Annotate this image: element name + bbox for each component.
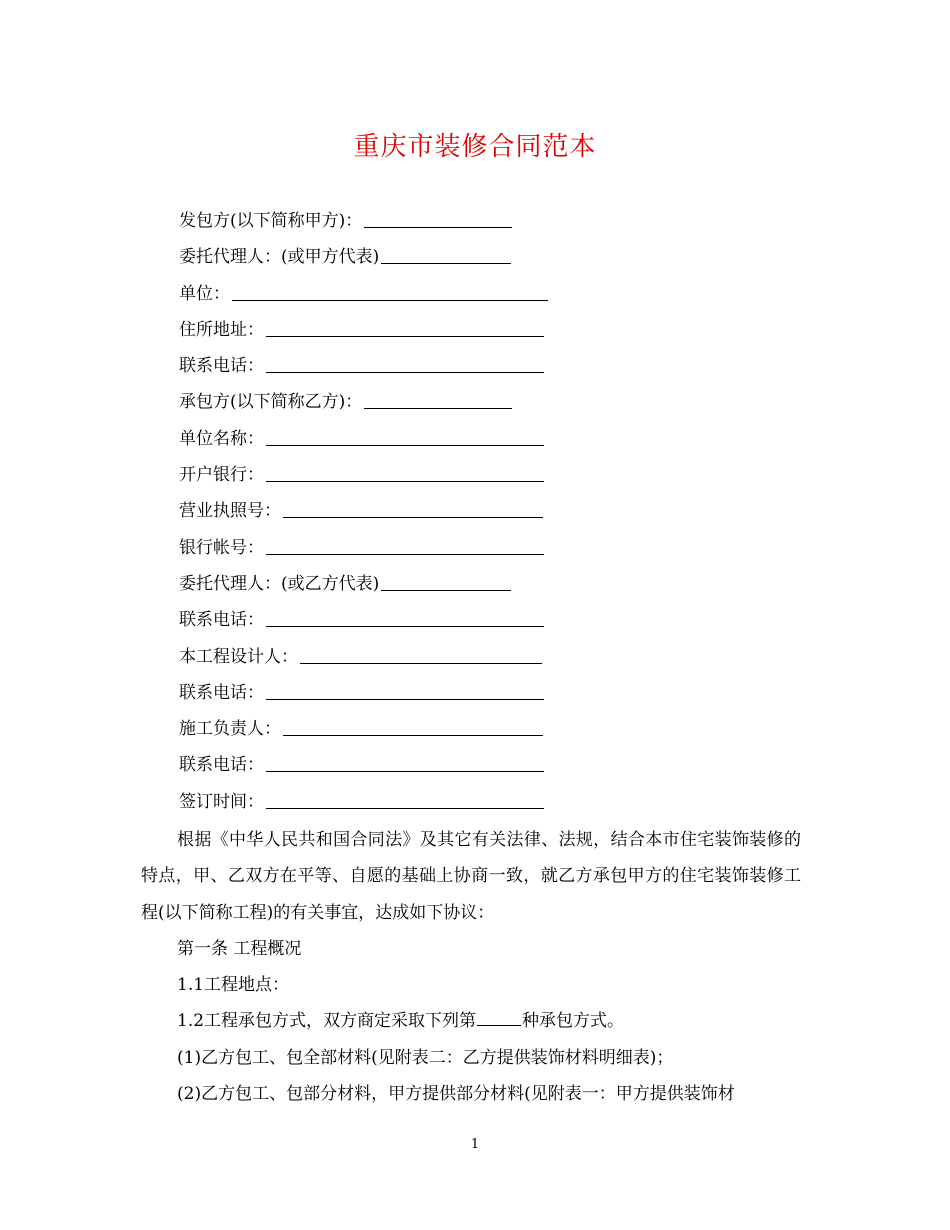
contractor-agent-blank[interactable] (381, 571, 511, 591)
field-row-signing-date (179, 789, 799, 825)
article-1-heading: 第一条 工程概况 (177, 938, 302, 959)
field-row-employer-address (179, 317, 799, 353)
field-row-employer (179, 208, 799, 244)
contractor-label: 承包方(以下简称乙方)： (179, 392, 363, 413)
designer-phone-blank[interactable] (266, 680, 544, 700)
contractor-bank-label: 开户银行： (179, 465, 264, 486)
option-1: (1)乙方包工、包全部材料(见附表二：乙方提供装饰材料明细表)； (177, 1047, 674, 1068)
contractor-unit-name-label: 单位名称： (179, 428, 264, 449)
contract-mode-blank[interactable] (477, 1005, 521, 1026)
employer-agent-blank[interactable] (381, 244, 511, 264)
clause-1-2-text-after: 种承包方式。 (522, 1011, 625, 1032)
employer-unit-label: 单位： (179, 283, 230, 304)
contractor-license-label: 营业执照号： (179, 501, 281, 522)
field-row-employer-agent (179, 244, 799, 280)
contractor-blank[interactable] (364, 389, 512, 409)
employer-address-blank[interactable] (266, 317, 544, 337)
employer-address-label: 住所地址： (179, 319, 264, 340)
field-row-contractor (179, 389, 799, 425)
employer-label: 发包方(以下简称甲方)： (179, 211, 363, 231)
contractor-account-label: 银行帐号： (179, 537, 264, 558)
signing-date-blank[interactable] (266, 789, 544, 809)
designer-blank[interactable] (300, 644, 542, 664)
contractor-account-blank[interactable] (266, 535, 544, 555)
preamble-paragraph: 根据《中华人民共和国合同法》及其它有关法律、法规，结合本市住宅装饰装修的特点，甲、乙双方在平等、自愿的基础上协商一致，就乙方承包甲方的住宅装饰装修工程(以下简称工程)的有关事宜，达成如下协议： (141, 830, 801, 923)
clause-1-2-text-before: 1.2工程承包方式，双方商定采取下列第 (177, 1011, 477, 1032)
party-info-fields (179, 208, 799, 825)
employer-phone-label: 联系电话： (179, 356, 264, 377)
field-row-contractor-unit-name (179, 426, 799, 462)
contractor-unit-name-blank[interactable] (266, 426, 544, 446)
field-row-contractor-bank (179, 462, 799, 498)
page-number: 1 (470, 1137, 480, 1152)
employer-blank[interactable] (364, 208, 512, 228)
field-row-site-manager-phone (179, 752, 799, 788)
contractor-phone-blank[interactable] (266, 607, 544, 627)
employer-phone-blank[interactable] (266, 353, 544, 373)
contractor-license-blank[interactable] (283, 498, 543, 518)
site-manager-phone-blank[interactable] (266, 752, 544, 772)
field-row-employer-phone (179, 353, 799, 389)
site-manager-phone-label: 联系电话： (179, 755, 264, 776)
clause-1-2 (141, 1003, 801, 1039)
option-2: (2)乙方包工、包部分材料，甲方提供部分材料(见附表一：甲方提供装饰材 (177, 1084, 735, 1105)
contractor-agent-label: 委托代理人：(或乙方代表) (179, 573, 380, 594)
contractor-bank-blank[interactable] (266, 462, 544, 482)
field-row-site-manager (179, 716, 799, 752)
field-row-contractor-account (179, 535, 799, 571)
site-manager-blank[interactable] (283, 716, 543, 736)
employer-agent-label: 委托代理人：(或甲方代表) (179, 247, 380, 268)
designer-label: 本工程设计人： (179, 646, 298, 667)
field-row-contractor-phone (179, 607, 799, 643)
contractor-phone-label: 联系电话： (179, 610, 264, 631)
clause-1-1: 1.1工程地点： (177, 975, 290, 996)
field-row-employer-unit (179, 281, 799, 317)
employer-unit-blank[interactable] (232, 281, 548, 301)
field-row-designer (179, 644, 799, 680)
page-title: 重庆市装修合同范本 (353, 132, 597, 162)
signing-date-label: 签订时间： (179, 791, 264, 812)
site-manager-label: 施工负责人： (179, 719, 281, 740)
field-row-designer-phone (179, 680, 799, 716)
field-row-contractor-license (179, 498, 799, 534)
field-row-contractor-agent (179, 571, 799, 607)
designer-phone-label: 联系电话： (179, 682, 264, 703)
contract-body (141, 822, 801, 1112)
